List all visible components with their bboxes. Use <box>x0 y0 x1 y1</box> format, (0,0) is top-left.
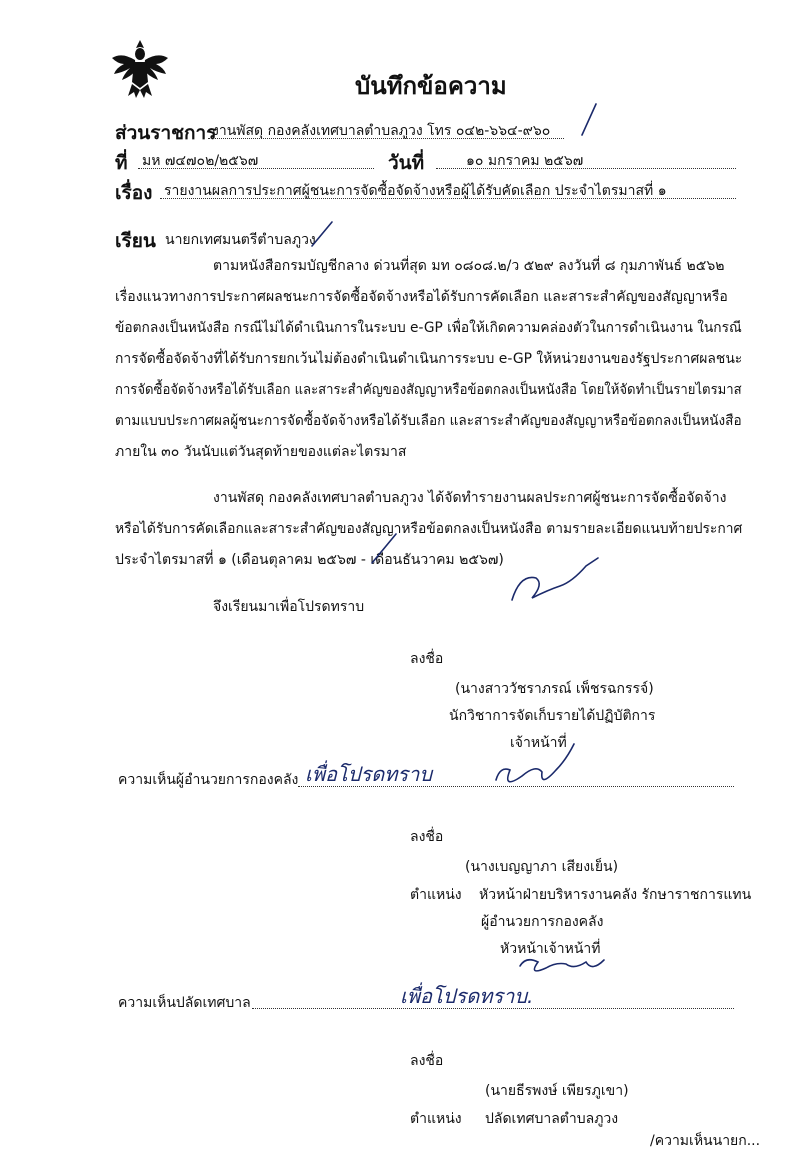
checkmark-icon <box>312 222 332 246</box>
checkmark-icon <box>582 104 596 135</box>
body-p1-line: ภายใน ๓๐ วันนับแต่วันสุดท้ายของแต่ละไตรมาส <box>115 444 407 460</box>
body-p1-line: เรื่องแนวทางการประกาศผลชนะการจัดซื้อจัดจ้างหรือได้รับการคัดเลือก และสาระสำคัญของสัญญาหรือ <box>115 289 728 305</box>
date-value: ๑๐ มกราคม ๒๕๖๗ <box>466 153 584 169</box>
signer1-role: เจ้าหน้าที่ <box>510 735 567 751</box>
signature-icon <box>520 960 604 971</box>
department-value: งานพัสดุ กองคลังเทศบาลตำบลภูวง โทร ๐๔๒-๖๖๔-๙๖๐ <box>212 123 551 139</box>
signer3-position: ปลัดเทศบาลตำบลภูวง <box>485 1111 619 1127</box>
closing-text: จึงเรียนมาเพื่อโปรดทราบ <box>213 599 365 615</box>
reference-value: มห ๗๔๗๐๒/๒๕๖๗ <box>142 153 259 169</box>
signer1-name: (นางสาววัชราภรณ์ เพ็ชรฉกรรจ์) <box>455 681 654 697</box>
memo-title: บันทึกข้อความ <box>355 72 507 100</box>
body-p1-line: การจัดซื้อจัดจ้างหรือได้รับเลือก และสาระสำคัญของสัญญาหรือข้อตกลงเป็นหนังสือ โดยให้จัดทำเป็นรายไตรมาส <box>115 382 742 398</box>
body-p2-line: งานพัสดุ กองคลังเทศบาลตำบลภูวง ได้จัดทำรายงานผลประกาศผู้ชนะการจัดซื้อจัดจ้าง <box>213 490 727 506</box>
signer3-name: (นายธีรพงษ์ เพียรภูเขา) <box>485 1083 629 1099</box>
signer2-position-label: ตำแหน่ง <box>410 887 462 903</box>
body-p1-line: ตามหนังสือกรมบัญชีกลาง ด่วนที่สุด มท ๐๘๐๘.๒/ว ๕๒๙ ลงวันที่ ๘ กุมภาพันธ์ ๒๕๖๒ <box>213 258 725 274</box>
subject-value: รายงานผลการประกาศผู้ชนะการจัดซื้อจัดจ้างหรือผู้ได้รับคัดเลือก ประจำไตรมาสที่ ๑ <box>164 183 667 199</box>
checkmark-icon <box>372 534 396 563</box>
signer2-name: (นางเบญญาภา เสียงเย็น) <box>465 859 619 875</box>
to-value: นายกเทศมนตรีตำบลภูวง <box>165 232 316 248</box>
signer2-position: หัวหน้าฝ่ายบริหารงานคลัง รักษาราชการแทน <box>479 887 752 903</box>
body-p1-line: ข้อตกลงเป็นหนังสือ กรณีไม่ได้ดำเนินการในระบบ e-GP เพื่อให้เกิดความคล่องตัวในการดำเนินงาน ในกรณี <box>115 320 742 336</box>
to-label: เรียน <box>115 230 156 252</box>
signer1-sign-label: ลงชื่อ <box>410 651 444 667</box>
signer2-role: หัวหน้าเจ้าหน้าที่ <box>500 941 601 957</box>
continued-note: /ความเห็นนายก... <box>650 1133 761 1149</box>
signer3-position-label: ตำแหน่ง <box>410 1111 462 1127</box>
department-label: ส่วนราชการ <box>115 122 217 144</box>
opinion2-handwritten: เพื่อโปรดทราบ. <box>400 984 534 1008</box>
body-p2-line: ประจำไตรมาสที่ ๑ (เดือนตุลาคม ๒๕๖๗ - เดือนธันวาคม ๒๕๖๗) <box>115 552 504 568</box>
date-label: วันที่ <box>388 152 425 174</box>
body-p1-line: ตามแบบประกาศผลผู้ชนะการจัดซื้อจัดจ้างหรือได้รับเลือก และสาระสำคัญของสัญญาหรือข้อตกลงเป็นหนังสือ <box>115 413 742 429</box>
signer1-position: นักวิชาการจัดเก็บรายได้ปฏิบัติการ <box>449 708 656 724</box>
subject-label: เรื่อง <box>115 182 153 204</box>
opinion1-label: ความเห็นผู้อำนวยการกองคลัง <box>118 772 299 788</box>
signature-icon <box>512 558 598 600</box>
opinion2-label: ความเห็นปลัดเทศบาล <box>118 995 251 1011</box>
signer2-position2: ผู้อำนวยการกองคลัง <box>481 914 604 930</box>
reference-label: ที่ <box>115 152 128 174</box>
body-p2-line: หรือได้รับการคัดเลือกและสาระสำคัญของสัญญาหรือข้อตกลงเป็นหนังสือ ตามรายละเอียดแนบท้ายประกาศ <box>115 521 743 537</box>
signer3-sign-label: ลงชื่อ <box>410 1053 444 1069</box>
signature-icon <box>496 744 574 782</box>
opinion1-handwritten: เพื่อโปรดทราบ <box>305 762 433 786</box>
body-p1-line: การจัดซื้อจัดจ้างที่ได้รับการยกเว้นไม่ต้องดำเนินดำเนินการระบบ e-GP ให้หน่วยงานของรัฐประกาศผลชนะ <box>115 351 743 367</box>
signer2-sign-label: ลงชื่อ <box>410 829 444 845</box>
